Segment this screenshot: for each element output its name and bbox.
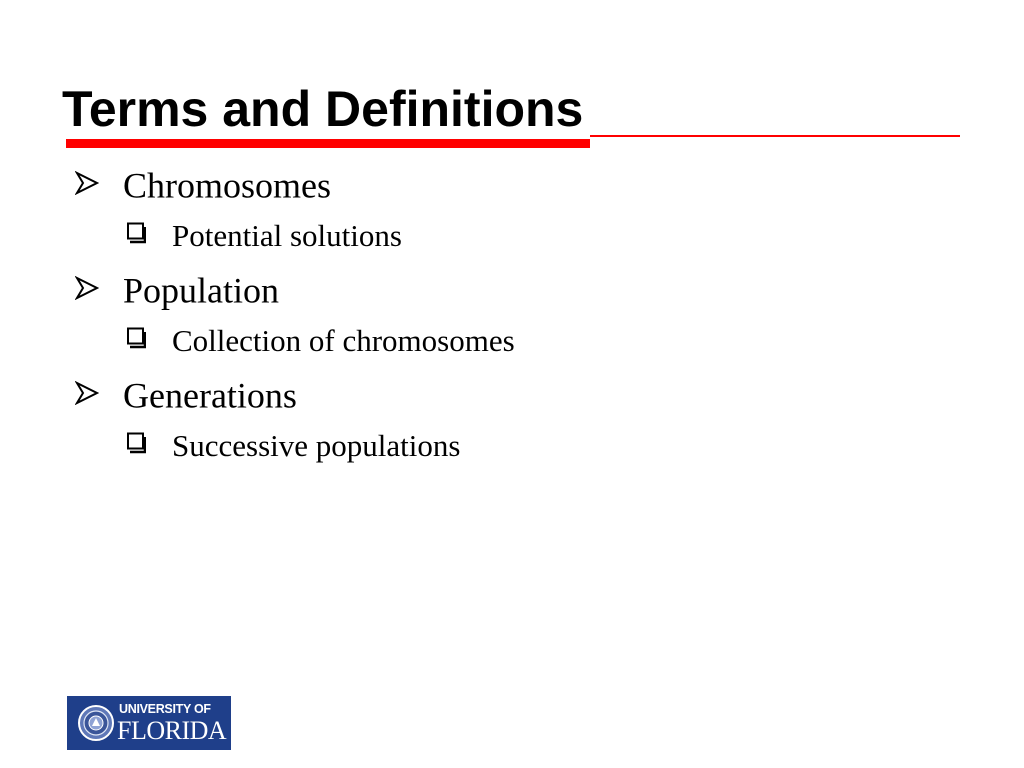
arrowhead-icon xyxy=(75,381,99,405)
hollow-square-icon xyxy=(124,327,146,349)
bullet-item-generations xyxy=(75,372,297,416)
sub-bullet-item-collection-of-chromosomes xyxy=(124,320,515,359)
slide-title: Terms and Definitions xyxy=(62,81,584,137)
sub-bullet-item-potential-solutions xyxy=(124,215,402,254)
bullet-item-chromosomes xyxy=(75,162,331,206)
university-seal-icon xyxy=(77,704,115,742)
arrowhead-icon xyxy=(75,276,99,300)
sub-bullet-item-label: Collection of chromosomes xyxy=(172,322,515,358)
sub-bullet-item-label: Successive populations xyxy=(172,427,461,463)
logo-text-line1: UNIVERSITY OF xyxy=(119,702,211,716)
hollow-square-icon xyxy=(124,222,146,244)
sub-bullet-item-label: Potential solutions xyxy=(172,217,402,253)
sub-bullet-item-successive-populations xyxy=(124,425,460,464)
hollow-square-icon xyxy=(124,432,146,454)
arrowhead-icon xyxy=(75,171,99,195)
bullet-item-label: Population xyxy=(123,270,280,311)
bullet-item-label: Generations xyxy=(123,375,297,416)
logo-text-line2: FLORIDA xyxy=(117,716,227,745)
bullet-item-label: Chromosomes xyxy=(123,165,332,206)
bullet-item-population xyxy=(75,267,279,311)
university-of-florida-logo xyxy=(67,696,231,750)
